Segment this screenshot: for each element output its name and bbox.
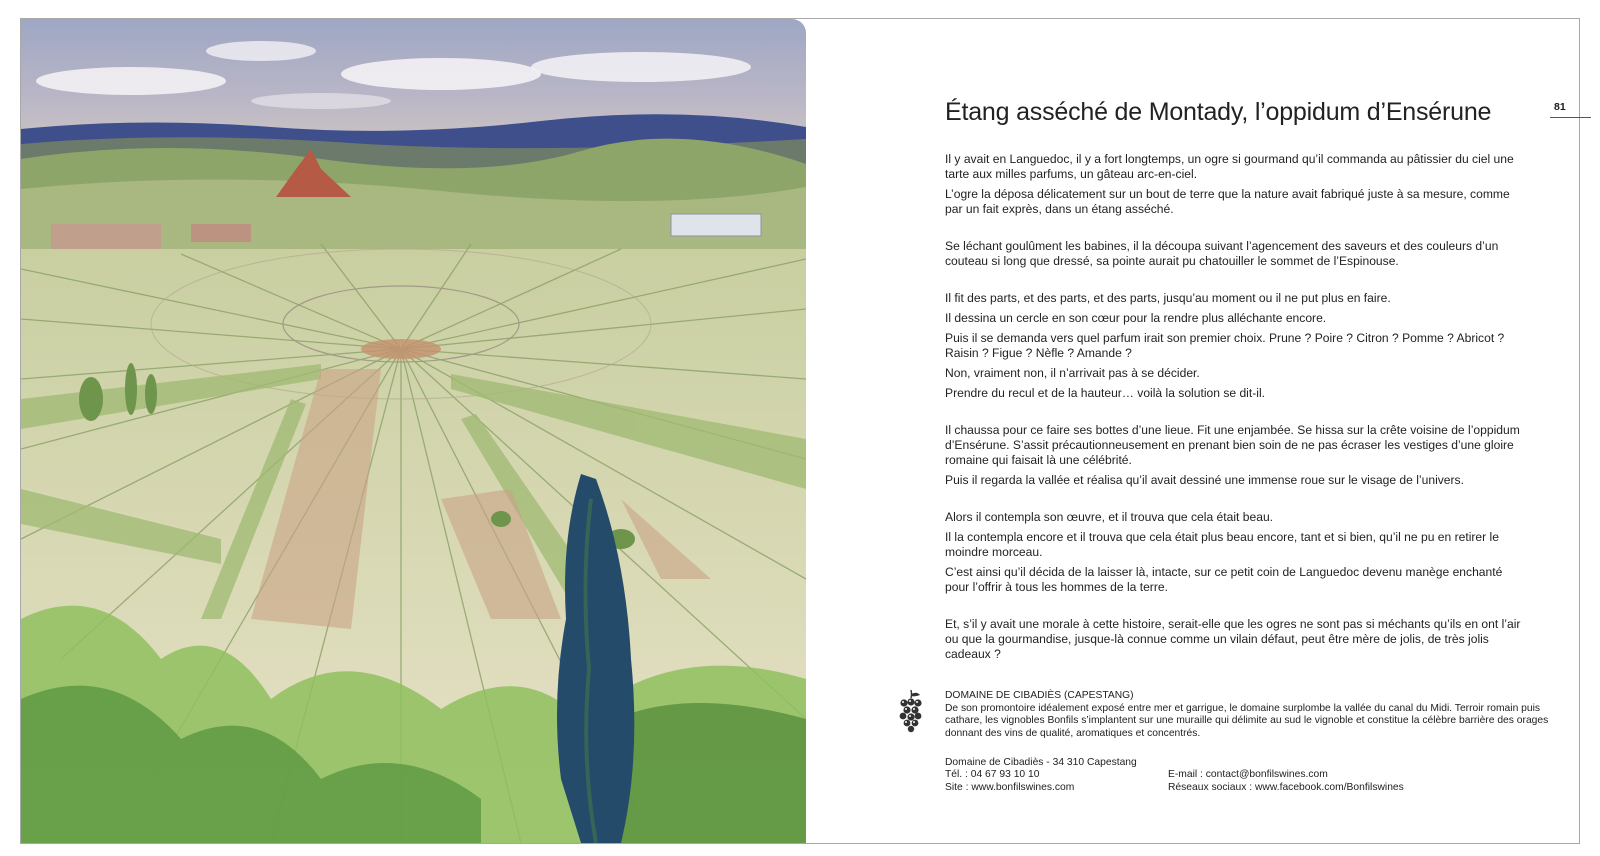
paragraph-gap [945,493,1528,510]
story-paragraph: Alors il contempla son œuvre, et il trouva que cela était beau. [945,510,1274,524]
paragraph-gap [945,222,1528,239]
story-paragraph: Et, s’il y avait une morale à cette histoire, serait-elle que les ogres ne sont pas si méchants qu’ils en ont l’air ou que la gourmandise, jusque-là connue comme un vilain défaut, peut être mère de jolis, de très jolis cadeaux ? [945,617,1521,661]
story-paragraph: Il la contempla encore et il trouva que cela était plus beau encore, tant et si bien, qu’il ne pu en retirer le moindre morceau. [945,530,1499,559]
story-paragraph: Puis il se demanda vers quel parfum irait son premier choix. Prune ? Poire ? Citron ? Pomme ? Abricot ? Raisin ? Figue ? Nèfle ? Amande ? [945,331,1505,360]
contact-website[interactable]: Site : www.bonfilswines.com [945,781,1075,793]
paragraph-gap [945,406,1528,423]
domain-name: DOMAINE DE CIBADIÈS (CAPESTANG) [945,690,1134,701]
story-paragraph: Il y avait en Languedoc, il y a fort longtemps, un ogre si gourmand qu’il commanda au pâtissier du ciel une tarte aux milles parfums, un gâteau arc-en-ciel. [945,152,1514,181]
watercolor-landscape-image [21,19,806,843]
domain-info [945,690,1555,740]
contact-social[interactable]: Réseaux sociaux : www.facebook.com/Bonfilswines [1168,781,1404,793]
page-number: 81 [1554,101,1566,113]
page-title: Étang asséché de Montady, l’oppidum d’Ensérune [945,98,1492,126]
contact-row [945,782,1545,794]
grapes-icon [896,688,926,734]
contact-row [945,769,1545,781]
story-paragraph: L’ogre la déposa délicatement sur un bout de terre que la nature avait fabriqué juste à sa mesure, comme par un fait exprès, dans un étang asséché. [945,187,1510,216]
story-paragraph: C’est ainsi qu’il décida de la laisser là, intacte, sur ce petit coin de Languedoc devenu manège enchanté pour l’offrir à tous les hommes de la terre. [945,565,1503,594]
story-paragraph: Puis il regarda la vallée et réalisa qu’il avait dessiné une immense roue sur le visage de l’univers. [945,473,1464,487]
contact-block [945,757,1545,794]
domain-description: De son promontoire idéalement exposé entre mer et garrigue, le domaine surplombe la vallée du canal du Midi. Terroir romain puis cathare, les vignobles Bonfils s’implantent sur une muraille qui délimite au sud le vignoble et constitue la célèbre barrière des orages donnant des vins de qualité, aromatiques et concentrés. [945,702,1549,739]
contact-phone: Tél. : 04 67 93 10 10 [945,769,1040,781]
story-paragraph: Il chaussa pour ce faire ses bottes d’une lieue. Fit une enjambée. Se hissa sur la crête voisine de l’oppidum d’Ensérune. S’assit précautionneusement en prenant bien soin de ne pas écraser les vestiges d’une gloire romaine qui faisait là une célébrité. [945,423,1520,467]
story-paragraph: Il dessina un cercle en son cœur pour la rendre plus alléchante encore. [945,311,1327,325]
paragraph-gap [945,600,1528,617]
contact-address: Domaine de Cibadiès - 34 310 Capestang [945,757,1137,768]
landscape-illustration [21,19,806,843]
contact-row [945,757,1545,769]
contact-email[interactable]: E-mail : contact@bonfilswines.com [1168,769,1328,781]
story-paragraph: Il fit des parts, et des parts, et des parts, jusqu’au moment ou il ne put plus en faire. [945,291,1391,305]
story-paragraph: Prendre du recul et de la hauteur… voilà la solution se dit-il. [945,386,1265,400]
story-paragraph: Se léchant goulûment les babines, il la découpa suivant l’agencement des saveurs et des couleurs d’un couteau si long que dressé, sa pointe aurait pu chatouiller le sommet de l’Espinouse. [945,239,1499,268]
paragraph-gap [945,274,1528,291]
story-text [945,152,1528,667]
page-number-rule [1550,117,1591,118]
story-paragraph: Non, vraiment non, il n’arrivait pas à se décider. [945,366,1200,380]
